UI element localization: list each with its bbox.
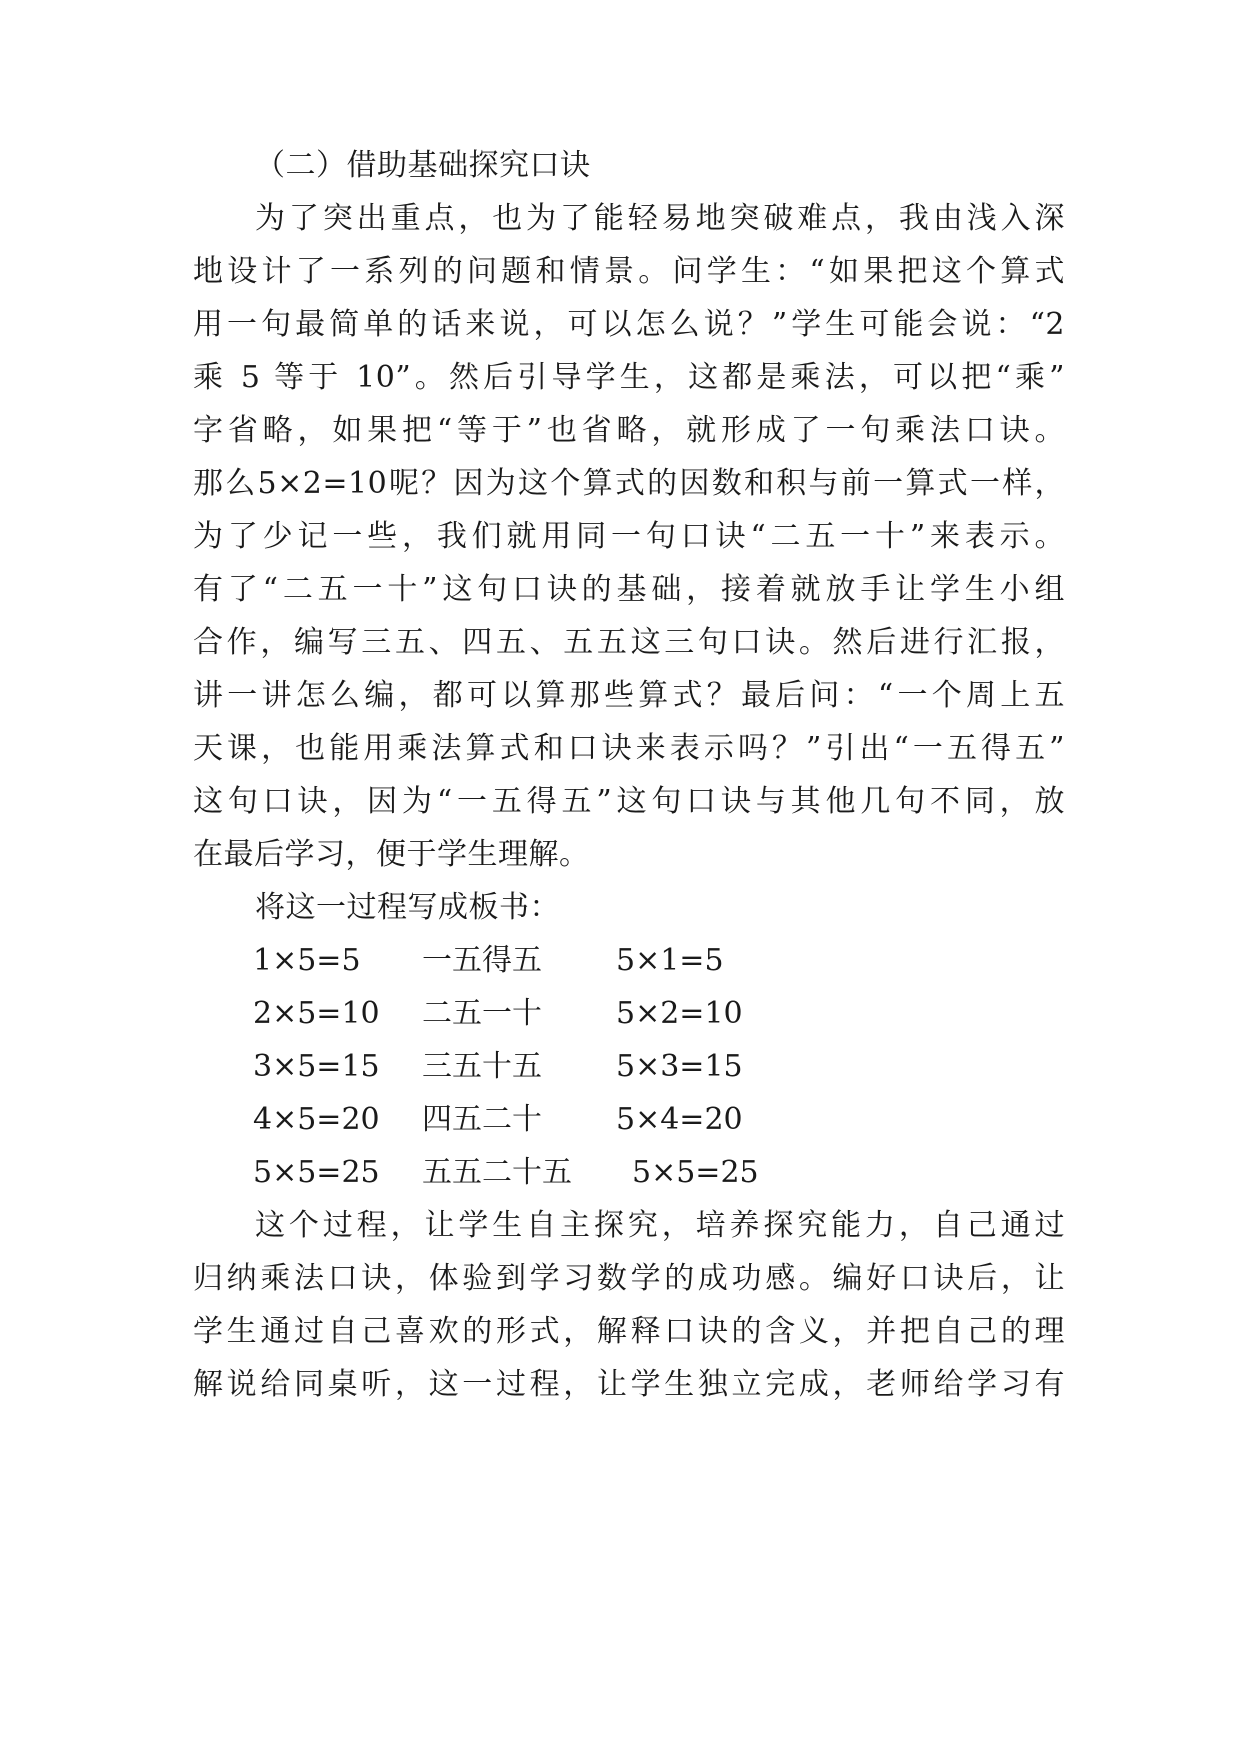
paragraph-line: 这个过程，让学生自主探究，培养探究能力，自己通过 bbox=[255, 1208, 1065, 1243]
paragraph-line: 乘 5 等于 10”。然后引导学生，这都是乘法，可以把“乘” bbox=[193, 360, 1065, 395]
paragraph-line: 归纳乘法口诀，体验到学习数学的成功感。编好口诀后，让 bbox=[193, 1261, 1065, 1296]
paragraph-line: 有了“二五一十”这句口诀的基础，接着就放手让学生小组 bbox=[193, 572, 1065, 607]
board-verse: 二五一十 bbox=[422, 996, 542, 1031]
board-equation: 3×5=15 bbox=[253, 1049, 380, 1084]
paragraph-line: 为了突出重点，也为了能轻易地突破难点，我由浅入深 bbox=[255, 201, 1065, 236]
paragraph-line: 地设计了一系列的问题和情景。问学生：“如果把这个算式 bbox=[193, 254, 1065, 289]
paragraph-line: 讲一讲怎么编，都可以算那些算式？最后问：“一个周上五 bbox=[193, 678, 1065, 713]
paragraph-line: 这句口诀，因为“一五得五”这句口诀与其他几句不同，放 bbox=[193, 784, 1065, 819]
paragraph-line: 学生通过自己喜欢的形式，解释口诀的含义，并把自己的理 bbox=[193, 1314, 1065, 1349]
board-verse: 四五二十 bbox=[422, 1102, 542, 1137]
board-equation: 5×3=15 bbox=[616, 1049, 743, 1084]
board-equation: 1×5=5 bbox=[253, 943, 361, 978]
section-heading: （二）借助基础探究口诀 bbox=[255, 148, 591, 183]
board-equation: 5×4=20 bbox=[616, 1102, 743, 1137]
board-equation: 5×5=25 bbox=[632, 1155, 759, 1190]
paragraph-line: 用一句最简单的话来说，可以怎么说？”学生可能会说：“2 bbox=[193, 307, 1065, 342]
paragraph-line: 合作，编写三五、四五、五五这三句口诀。然后进行汇报， bbox=[193, 625, 1065, 660]
paragraph-line: 在最后学习，便于学生理解。 bbox=[193, 837, 590, 872]
board-intro: 将这一过程写成板书： bbox=[255, 890, 560, 925]
paragraph-line: 字省略，如果把“等于”也省略，就形成了一句乘法口诀。 bbox=[193, 413, 1065, 448]
board-verse: 一五得五 bbox=[422, 943, 542, 978]
board-equation: 5×1=5 bbox=[616, 943, 724, 978]
board-equation: 5×2=10 bbox=[616, 996, 743, 1031]
paragraph-line: 为了少记一些，我们就用同一句口诀“二五一十”来表示。 bbox=[193, 519, 1065, 554]
board-equation: 4×5=20 bbox=[253, 1102, 380, 1137]
paragraph-line: 解说给同桌听，这一过程，让学生独立完成，老师给学习有 bbox=[193, 1367, 1065, 1402]
board-verse: 三五十五 bbox=[422, 1049, 542, 1084]
board-equation: 2×5=10 bbox=[253, 996, 380, 1031]
paragraph-line: 天课，也能用乘法算式和口诀来表示吗？”引出“一五得五” bbox=[193, 731, 1065, 766]
board-verse: 五五二十五 bbox=[422, 1155, 572, 1190]
board-equation: 5×5=25 bbox=[253, 1155, 380, 1190]
paragraph-line: 那么5×2=10呢？因为这个算式的因数和积与前一算式一样， bbox=[193, 466, 1065, 501]
